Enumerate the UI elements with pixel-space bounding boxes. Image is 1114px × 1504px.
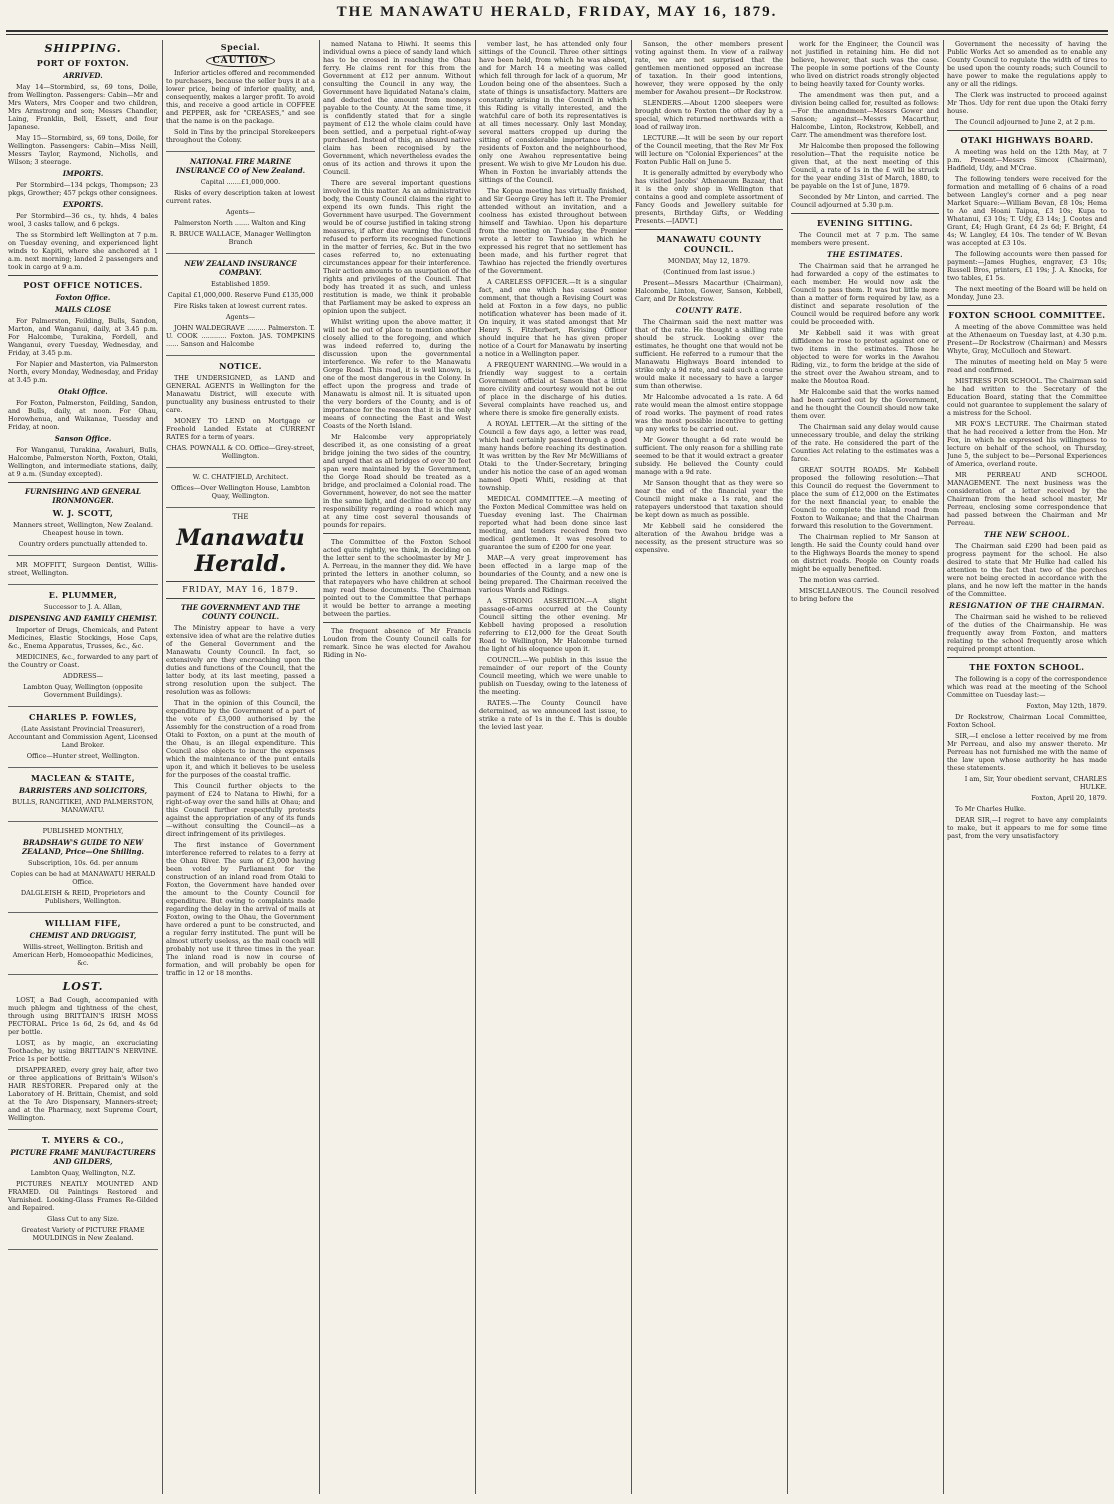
ad-manager: R. BRUCE WALLACE, Manager Wellington Branch (169, 230, 312, 246)
council-subheading: COUNTY RATE. (675, 306, 743, 315)
mails-close-label: MAILS CLOSE (55, 305, 111, 314)
letter-paragraph: The following is a copy of the correspondence which was read at the meeting of the School Committee on Tuesday last:— (947, 675, 1107, 699)
ad-title: CHEMIST AND DRUGGIST, (29, 931, 137, 940)
post-office-heading: POST OFFICE NOTICES. (23, 280, 143, 290)
ad-name: W. J. SCOTT, (52, 508, 114, 518)
advertisement-moffitt (8, 561, 158, 585)
advertisement-nz-insurance (166, 259, 315, 356)
column-1 (8, 40, 158, 1498)
article-paragraph: COUNCIL.—We publish in this issue the remainder of our report of the County Council meeting, which we were unable to publish on Tuesday, owing to the lateness of the meeting. (479, 656, 627, 696)
sanson-office-label: Sanson Office. (54, 434, 112, 443)
editorial-paragraph: That in the opinion of this Council, the expenditure by the Government of a part of the vote of £3,000 authorised by the Assembly for the construction of a road from Otaki to Foxton, on a punt at the mouth of the Ohau, is an illegal expenditure. This Council also objects to incur the expenses which the maintenance of the punt entails upon it, and which it believes to be useless for the purposes of the coastal traffic. (166, 699, 315, 779)
imports-text: Per Stormbird—134 pckgs, Thompson; 23 pkgs, Growther; 457 pckgs other consignees. (8, 181, 158, 197)
shipping-notice: The ss Stormbird left Wellington at 7 p.m. on Tuesday evening, and experienced light winds to Kapiti, where she anchored at 1 a.m. next morning; landed 2 passengers and took in cargo at 9 a.m. (8, 231, 158, 271)
special-heading: Special. (220, 42, 261, 52)
advertisement-bradshaw (8, 827, 158, 913)
article-paragraph: A CARELESS OFFICER.—It is a singular fact, and one which has caused some comment, that though a Revising Court was held at Foxton in a few days, no public notification whatever has been made of it. On inquiry, it was stated amongst that Mr Henry S. Fitzherbert, Revising Officer should inquire that he has given proper notice of a Court for Manawatu by inserting a notice in a Wellington paper. (479, 278, 627, 358)
column-7 (947, 40, 1107, 1498)
arrival-entry: May 15—Stormbird, ss, 69 tons, Doile, for Wellington. Passengers: Cabin—Miss Neill, Messrs Taylor, Raymond, Nicholls, and Wilson; 3 steerage. (8, 134, 158, 166)
committee-paragraph: The minutes of meeting held on May 5 were read and confirmed. (947, 358, 1107, 374)
ad-subtitle: Successor to J. A. Allan, (43, 603, 123, 611)
exports-label: EXPORTS. (62, 200, 104, 209)
council-paragraph: The Council met at 7 p.m. The same members were present. (791, 231, 939, 247)
ad-body: Subscription, 10s. 6d. per annum (28, 859, 138, 867)
committee-paragraph: The Chairman said £290 had been paid as progress payment for the school. He also desired to state that Mr Hulke had called his attention to the fact that two of the porches were not being erected in accordance with the plans, and he now left the matter in the hands of the Committee. (947, 542, 1107, 598)
ad-body: Importer of Drugs, Chemicals, and Patent Medicines, Elastic Stockings, Hose Caps, &c., Enema Apparatus, Trusses, &c., &c. (8, 626, 158, 650)
article-paragraph: It is generally admitted by everybody who has visited Jacobs' Athenaeum Bazaar, that it is the only shop in Wellington that contains a good and complete assortment of Fancy Goods and Jewellery suitable for presents, Birthday Gifts, or Wedding Presents.—[ADVT.] (635, 169, 783, 225)
ad-capital: Capital .......£1,000,000. (200, 178, 281, 186)
ad-body: Greatest Variety of PICTURE FRAME MOULDINGS in New Zealand. (21, 1226, 145, 1242)
article-paragraph: The Kopua meeting has virtually finished, and Sir George Grey has left it. The Premier attended without an invitation, and a coolness has existed throughout between himself and Tawhiao. Upon his departure from the meeting on Tuesday, the Premier wrote a letter to Tawhiao in which he expressed his regret that no settlement has been made, and his further regret that Tawhiao has rejected the friendly overtures of the Government. (479, 187, 627, 275)
column-rule (162, 40, 163, 1494)
article-paragraph: Whilst writing upon the above matter, it will not be out of place to mention another closely allied to the foregoing, and which was indeed referred to, during the discussion upon the governmental interference. We refer to the Manawatu Gorge Road. This road, it is well known, is one of the most dangerous in the Colony. In effect upon the progress and trade of Manawatu is almost nil. It is situated upon the very borders of the County, and is of importance for the reason that it is the only means of connecting the East and West Coasts of the North Island. (323, 318, 471, 430)
paper-title: Manawatu Herald. (176, 525, 305, 577)
council-paragraph: Mr Halcombe then proposed the following resolution—That the requisite notice be given that, at the next meeting of this Council, a rate of 1s in the £ will be struck for the year ending 31st of March, 1880, to be payable on the 1st of June, 1879. (791, 142, 939, 190)
council-paragraph: The Chairman said the next matter was that of the rate. He thought a shilling rate should be struck. Looking over the estimates, he thought one that would not be sufficient. He referred to a rumour that the Manawatu Highways Board intended to strike only a 9d rate, and said such a course would make it necessary to have a larger sum than otherwise. (635, 318, 783, 390)
council-paragraph: The motion was carried. (799, 576, 880, 584)
divider (323, 622, 471, 623)
ad-heading: FURNISHING AND GENERAL IRONMONGER. (25, 487, 141, 505)
council-paragraph: Seconded by Mr Linton, and carried. The Council adjourned at 5.30 p.m. (791, 193, 939, 209)
ad-text: MR MOFFITT, Surgeon Dentist, Willis-street, Wellington. (8, 561, 158, 577)
article-paragraph: MEDICAL COMMITTEE.—A meeting of the Foxton Medical Committee was held on Tuesday evening last. The Chairman reported what had been done since last meeting, and tenders received from two medical gentlemen. It was resolved to guarantee the sum of £200 for one year. (479, 495, 627, 551)
ad-agents: JOHN WALDEGRAVE ......... Palmerston. T. U. COOK ............ Foxton. JAS. TOMPKINS ...... Sanson and Halcombe (166, 324, 315, 348)
divider (166, 581, 315, 582)
advertisement-chatfield (166, 473, 315, 508)
masthead-rule (6, 30, 1108, 32)
school-committee-heading: FOXTON SCHOOL COMMITTEE. (948, 310, 1106, 320)
advertisement-myers (8, 1135, 158, 1250)
ad-places: BULLS, RANGITIKEI, AND PALMERSTON, MANAWATU. (12, 798, 154, 814)
committee-paragraph: MR FOX'S LECTURE. The Chairman stated that he had received a letter from the Hon. Mr Fox, in which he expressed his willingness to lecture on behalf of the school, on Thursday, June 5, the subject to be—Personal Experiences of America, overland route. (947, 420, 1107, 468)
ad-body: DALGLEISH & REID, Proprietors and Publishers, Wellington. (20, 889, 146, 905)
ad-name: MACLEAN & STAITE, (30, 773, 136, 783)
ad-address: Office—Hunter street, Wellington. (26, 752, 140, 760)
editorial-paragraph: This Council further objects to the payment of £24 to Natana to Hiwhi, for a right-of-way over the sand hills at Ohau; and this Council further respectfully protests against the appropriation of any of its funds—without consulting the Council—as a direct infringement of its privileges. (166, 782, 315, 838)
ad-agents: Palmerston North ....... Walton and King (174, 219, 306, 227)
otaki-office-label: Otaki Office. (58, 387, 108, 396)
column-rule (475, 40, 476, 1494)
council-paragraph: GREAT SOUTH ROADS. Mr Kebbell proposed the following resolution:—That this Council do request the Government to place the sum of £12,000 on the Estimates for the next financial year, to enable the Council to complete the inland road from Foxton to Waikanae; and that the Chairman forward this resolution to the Government. (791, 466, 939, 530)
committee-subheading: RESIGNATION OF THE CHAIRMAN. (949, 601, 1105, 610)
council-paragraph: The Chairman said that he arranged he had forwarded a copy of the estimates to each member. He would now ask the Council to pass them. It was but little more than a matter of form required by law, as a distinct and separate resolution of the Council would be required before any work could be proceeded with. (791, 262, 939, 326)
column-4 (479, 40, 627, 1498)
divider (323, 533, 471, 534)
foxton-office-label: Foxton Office. (55, 293, 111, 302)
ad-est: Established 1859. (210, 280, 271, 288)
evening-heading: EVENING SITTING. (817, 218, 913, 228)
column-rule (787, 40, 788, 1494)
committee-paragraph: MISTRESS FOR SCHOOL. The Chairman said he had written to the Secretary of the Education Board, stating that the Committee could not guarantee to supplement the salary of a mistress for the School. (947, 377, 1107, 417)
council-paragraph: Mr Gower thought a 6d rate would be sufficient. The only reason for a shilling rate seemed to be that it would extract a greater subsidy. He believed the County could manage with a 9d rate. (635, 436, 783, 476)
council-subheading: THE ESTIMATES. (826, 250, 904, 259)
council-paragraph: work for the Engineer, the Council was not justified in retaining him. He did not believe, however, that such was the case. The people in some portions of the County who lived on district roads strongly objected to being heavily taxed for County works. (791, 40, 939, 88)
council-present: Present—Messrs Macarthur (Chairman), Halcombe, Linton, Gower, Sanson, Kebbell, Carr, and Dr Rockstrow. (635, 279, 783, 303)
committee-paragraph: The Chairman said he wished to be relieved of the duties of the Chairmanship. He was frequently away from Foxton, and matters relating to the school frequently arose which required prompt attention. (947, 613, 1107, 653)
council-paragraph: The amendment was then put, and a division being called for, resulted as follows:—For the amendment—Messrs Gower and Sanson; against—Messrs Macarthur, Halcombe, Linton, Rockstrow, Kebbell, and Carr. The amendment was therefore lost. (791, 91, 939, 139)
ad-body: Glass Cut to any Size. (47, 1215, 119, 1223)
ad-address: Lambton Quay, Wellington (opposite Government Buildings). (23, 683, 143, 699)
ad-signed: CHAS. POWNALL & CO. Office—Grey-street, Wellington. (166, 444, 315, 460)
masthead-rule-thin (6, 34, 1108, 35)
council-paragraph: Mr Sanson thought that as they were so near the end of the financial year the Council might make a 1s rate, and the ratepayers understood that taxation should be kept down as much as possible. (635, 479, 783, 519)
editorial-paragraph: The first instance of Government interference referred to relates to a ferry at the Ohau River. The sum of £3,000 having been voted by Parliament for the construction of an inland road from Otaki to Foxton, the Government have handed over the amount to the County Council for expenditure. But owing to complaints made regarding the delay in the arrival of mails at Foxton, owing to the Ohau, the Government have ordered a punt to be constructed, and a regular ferry instituted. The punt will be almost utterly useless, as the mail coach will probably not use it three times in the year. The inland road is now in course of formation, and will probably be open for traffic in 12 or 18 months. (166, 841, 315, 977)
council-paragraph: The Clerk was instructed to proceed against Mr Thos. Udy for rent due upon the Otaki ferry house. (947, 91, 1107, 115)
advertisement-scott (8, 487, 158, 556)
council-date: MONDAY, May 12, 1879. (667, 257, 751, 265)
ad-name: CHARLES P. FOWLES, (29, 712, 137, 722)
advertisement-plummer (8, 590, 158, 707)
divider (8, 482, 158, 483)
ad-name: T. MYERS & CO., (41, 1135, 125, 1145)
committee-paragraph: MR PERREAU AND SCHOOL MANAGEMENT. The next business was the consideration of a letter received by the Chairman from the head school master, Mr Perreau, enclosing some correspondence that had passed between the Chairman and Mr Perreau. (947, 471, 1107, 527)
article-paragraph: Sanson, the other members present voting against them. In view of a railway rate, we are not surprised that the gentlemen mentioned opposed an increase of taxation. In their good intentions, however, they were opposed by the only member for Awahou present—Dr Rockstrow. (635, 40, 783, 96)
masthead: THE MANAWATU HERALD, FRIDAY, MAY 16, 1879. (336, 4, 778, 20)
ad-body: (Late Assistant Provincial Treasurer), Accountant and Commission Agent, Licensed Land Broker. (8, 725, 158, 749)
council-paragraph: Mr Kebbell said it was with great diffidence he rose to protest against one or two items in the estimates. Those he objected to were for works in the Awahou Riding, viz., to form the bridge at the side of the street over the Awahou stream, and to make the Moutoa Road. (791, 329, 939, 385)
column-3 (323, 40, 471, 1498)
divider (8, 275, 158, 276)
article-paragraph: vember last, he has attended only four sittings of the Council. Three other sittings have been held, from which he was absent, and for March 14 a meeting was called which fell through for lack of a quorum, Mr Loudon being one of the absentees. Such a state of things is unsatisfactory. Matters are constantly arising in the Council in which this Riding is vitally interested, and the watchful care of both its representatives is at all times necessary. Only last Monday, several matters cropped up during the sitting of considerable importance to the residents of Foxton and the neighbourhood, only one Awahou representative being present. We wish to give Mr Loudon his due. When in Foxton he invariably attends the sittings of the Council. (479, 40, 627, 184)
post-text: For Napier and Masterton, via Palmerston North, every Monday, Wednesday, and Friday at 3.45 p.m. (8, 360, 158, 384)
ad-body: LOST, as by magic, an excruciating Toothache, by using BRITTAIN'S NERVINE. Price 1s per bottle. (8, 1039, 158, 1063)
ad-body: MEDICINES, &c., forwarded to any part of the Country or Coast. (8, 653, 158, 669)
advertisement-fowles (8, 712, 158, 768)
divider (947, 657, 1107, 658)
council-paragraph: Mr Halcombe advocated a 1s rate. A 6d rate would mean the almost entire stoppage of road works. The payment of road rates was the most possible incentive to getting up any works to be carried out. (635, 393, 783, 433)
article-paragraph: The Committee of the Foxton School acted quite rightly, we think, in deciding on the letter sent to the schoolmaster by Mr J. A. Perreau, in the manner they did. We have printed the letters in another column, so that ratepayers who have children at school may read these documents. The Chairman pointed out to the Committee that perhaps it would be better to arrange a meeting between the parties. (323, 538, 471, 618)
ad-note: Country orders punctually attended to. (18, 540, 148, 548)
letter-paragraph: DEAR SIR,—I regret to have any complaints to make, but it appears to me for some time past, from the very unsatisfactory (947, 816, 1107, 840)
article-paragraph: named Natana to Hiwhi. It seems this individual owns a piece of sandy land which has to be crossed in reaching the Ohau ferry. He claims rent for this from the Government at £12 per annum. Without consulting the Council in any way, the Government have liquidated Natana's claim, and deducted the amount from moneys payable to the County. At the same time, it is confidently stated that for a single payment of £12 the whole claim could have been settled, and a perpetual right-of-way purchased. Instead of this, an absurd native claim has been recognised by the Government, which nevertheless evades the onus of its action and throws it upon the Council. (323, 40, 471, 176)
ad-body: DISAPPEARED, every grey hair, after two or three applications of Brittain's Wilson's HAIR RESTORER. Prepared only at the Laboratory of H. Brittain, Chemist, and sold at the Te Aro Dispensary, Manners-street; and at the Pharmacy, next Supreme Court, Wellington. (8, 1066, 158, 1122)
board-paragraph: The following tenders were received for the formation and metalling of 6 chains of a road between Langley's corner and a peg near Market Square:—William Bevan, £8 10s; Hema to Ao and Hoani Taipua, £3 10s; Kupa to Whatanui, £3 10s; T. Udy, £3 14s; J. Cootes and Grant, £4; Hugh Grant, £4 2s 6d; F. Bright, £4 4s; W. Langley, £4 10s. The tender of W. Bevan was accepted at £3 10s. (947, 175, 1107, 247)
board-paragraph: The next meeting of the Board will be held on Monday, June 23. (947, 285, 1107, 301)
notice-heading: NOTICE. (219, 361, 262, 371)
article-paragraph: LECTURE.—It will be seen by our report of the Council meeting, that the Rev Mr Fox will lecture on "Colonial Experiences" at the Foxton Public Hall on June 5. (635, 134, 783, 166)
advertisement-national-fire (166, 157, 315, 254)
article-paragraph: Mr Halcombe very appropriately described it, as one consisting of a great bridge joining the two sides of the country, and urged that as all bridges of over 30 feet span were maintained by the Government, the Gorge Road should be treated as a bridge, and proclaimed a Colonial road. The Government, however, do not see the matter in the same light, and decline to accept any responsibility regarding a road which may at any time cost several thousands of pounds for repairs. (323, 433, 471, 529)
article-paragraph: SLENDERS.—About 1200 sleepers were brought down to Foxton the other day by a special, which returned northwards with a load of railway iron. (635, 99, 783, 131)
ad-body: Inferior articles offered and recommended to purchasers, because the seller buys it at a lower price, being of inferior quality, and, consequently, makes a larger profit. To avoid this, and receive a good article in COFFEE and PEPPER, ask for "CREASES," and see that the name is on the package. (166, 69, 315, 125)
council-heading: MANAWATU COUNTY COUNCIL. (656, 234, 762, 254)
ad-address: Manners street, Wellington, New Zealand. Cheapest house in town. (13, 521, 153, 537)
ad-body: THE UNDERSIGNED, as LAND and GENERAL AGENTS in Wellington for the Manawatu District, will execute with punctuality any business entrusted to their care. (166, 374, 315, 414)
ad-name: WILLIAM FIFE, (44, 918, 122, 928)
council-paragraph: Government the necessity of having the Public Works Act so amended as to enable any County Council to regulate the width of tires to be used upon the county roads; such Council to have power to make the regulations apply to any or all the ridings. (947, 40, 1107, 88)
ad-address-label: ADDRESS— (62, 672, 104, 680)
column-6 (791, 40, 939, 1498)
ad-address: Lambton Quay, Wellington, N.Z. (30, 1169, 136, 1177)
article-paragraph: A STRONG ASSERTION.—A slight passage-of-arms occurred at the County Council sitting the other evening. Mr Kebbell having proposed a resolution referring to £12,000 for the Great South Road to Wellington, Mr Halcombe turned the light of his eloquence upon it. (479, 597, 627, 653)
board-paragraph: A meeting was held on the 12th May, at 7 p.m. Present—Messrs Simcox (Chairman), Hadfield, Udy, and M'Crae. (947, 148, 1107, 172)
column-rule (943, 40, 944, 1494)
ad-body: Fire Risks taken at lowest current rates. (173, 302, 308, 310)
council-paragraph: Mr Kebbell said he considered the alteration of the Awahou bridge was a necessity, as the present structure was so expensive. (635, 522, 783, 554)
letter-addressee: Dr Rockstrow, Chairman Local Committee, Foxton School. (947, 713, 1107, 729)
exports-text: Per Stormbird—36 cs., ty. hhds, 4 bales wool, 3 casks tallow, and 6 pckgs. (8, 212, 158, 228)
article-paragraph: A FREQUENT WARNING.—We would in a friendly way suggest to a certain Government official at Sanson that a little more civility and courtesy would not be out of place in the discharge of his duties. Several complaints have reached us, and where there is smoke fire generally exists. (479, 361, 627, 417)
council-paragraph: The Council adjourned to June 2, at 2 p.m. (955, 118, 1096, 126)
ad-name: W. C. CHATFIELD, Architect. (192, 473, 289, 481)
article-paragraph: RATES.—The County Council have determined, as we announced last issue, to strike a rate of 1s in the £. This is double the levied last year. (479, 699, 627, 731)
committee-paragraph: A meeting of the above Committee was held at the Athenaeum on Tuesday last, at 4.30 p.m. Present—Dr Rockstrow (Chairman) and Messrs Whyte, Gray, McCulloch and Stewart. (947, 323, 1107, 355)
ad-title: BARRISTERS AND SOLICITORS, (18, 786, 148, 795)
arrived-label: ARRIVED. (63, 71, 103, 80)
council-continued: (Continued from last issue.) (663, 268, 755, 276)
letter-date: Foxton, April 20, 1879. (1031, 794, 1107, 802)
divider (791, 213, 939, 214)
divider (635, 229, 783, 230)
committee-subheading: THE NEW SCHOOL. (984, 530, 1070, 539)
editorial-heading: THE GOVERNMENT AND THE COUNTY COUNCIL. (180, 603, 301, 621)
editorial-paragraph: The Ministry appear to have a very extensive idea of what are the relative duties of the General Government and the Manawatu County Council. In fact, so extensively are they encroaching upon the duties and functions of the Council, that the latter body, at its last meeting, passed a strong resolution upon the subject. The resolution was as follows: (166, 624, 315, 696)
date-line: FRIDAY, MAY 16, 1879. (182, 585, 299, 594)
advertisement-caution (166, 55, 315, 152)
ad-title: NATIONAL FIRE MARINE INSURANCE CO of New Zealand. (175, 157, 306, 175)
lost-heading: LOST. (62, 980, 104, 993)
shipping-heading: SHIPPING. (44, 42, 122, 55)
ad-agents-label: Agents— (225, 208, 256, 216)
post-text: For Palmerston, Feilding, Bulls, Sandon, Marton, and Wanganui, daily, at 3.45 p.m. For Halcombe, Turakina, Fordell, and Wanganui, every Tuesday, Wednesday, and Friday, at 3.45 p.m. (8, 317, 158, 357)
council-paragraph: Mr Halcombe said that the works named had been carried out by the Government, and he thought the Council should now take them over. (791, 388, 939, 420)
caution-label: CAUTION (206, 55, 276, 67)
post-text: For Wanganui, Turakina, Awahuri, Bulls, Halcombe, Palmerston North, Foxton, Otaki, Wellington, and intermediate stations, daily, at 9 a.m. (Sunday excepted). (8, 446, 158, 478)
column-5 (635, 40, 783, 1498)
advertisement-notice (166, 361, 315, 468)
ad-title: PICTURE FRAME MANUFACTURERS AND GILDERS, (10, 1148, 156, 1166)
foxton-school-heading: THE FOXTON SCHOOL. (969, 662, 1085, 672)
article-paragraph: A ROYAL LETTER.—At the sitting of the Council a few days ago, a letter was read, which had certainly passed through a good many hands before reaching its destination. It was written by the Rev Mr McWilliams of Otaki to the Under-Secretary, bringing under his notice the case of an aged woman named Opeti Whiti, residing at that township. (479, 420, 627, 492)
paper-the: THE (232, 513, 249, 521)
ad-label: PUBLISHED MONTHLY, (42, 827, 124, 835)
column-2 (166, 40, 315, 1498)
divider (947, 130, 1107, 131)
ad-name: E. PLUMMER, (48, 590, 118, 600)
council-paragraph: The Chairman replied to Mr Sanson at length. He said the County could hand over to the Highways Boards the money to spend on district roads. People on County roads might be equally benefited. (791, 533, 939, 573)
ad-capital: Capital £1,000,000. Reserve Fund £135,000 (167, 291, 314, 299)
ad-address: Offices—Over Wellington House, Lambton Quay, Wellington. (170, 484, 311, 500)
board-paragraph: The following accounts were then passed for payment:—James Hughes, engraver, £3 10s; Russell Bros, printers, £1 19s; J. A. Knocks, for two tables, £1 5s. (947, 250, 1107, 282)
divider (947, 305, 1107, 306)
ad-body: MONEY TO LEND on Mortgage or Freehold Landed Estate at CURRENT RATES for a term of years. (166, 417, 315, 441)
article-paragraph: The frequent absence of Mr Francis Loudon from the County Council calls for remark. Since he was elected for Awahou Riding in No- (323, 627, 471, 659)
letter-addressee: To Mr Charles Hulke. (955, 805, 1026, 813)
arrival-entry: May 14—Stormbird, ss, 69 tons, Doile, from Wellington. Passengers: Cabin—Mr and Mrs Waters, Mrs Cooper and two children, Mrs Armstrong and son; Messrs Chandler, Laing, Franklin, Bell, Essett, and four Japanese. (8, 83, 158, 131)
divider (166, 598, 315, 599)
advertisement-fife (8, 918, 158, 975)
article-paragraph: MAP.—A very great improvement has been effected in a large map of the boundaries of the County, and a new one is being prepared. The Chairman received the various Wards and Ridings. (479, 554, 627, 594)
ad-body: Risks of every description taken at lowest current rates. (166, 189, 315, 205)
column-rule (319, 40, 320, 1494)
ad-title: NEW ZEALAND INSURANCE COMPANY. (184, 259, 297, 277)
council-paragraph: The Chairman said any delay would cause unnecessary trouble, and delay the striking of the rate. He considered the part of the Counties Act relating to the estimates was a farce. (791, 423, 939, 463)
ad-body: LOST, a Bad Cough, accompanied with much phlegm and tightness of the chest, through using BRITTAIN'S IRISH MOSS PECTORAL. Price 1s 6d, 2s 6d, and 4s 6d per bottle. (8, 996, 158, 1036)
advertisement-maclean (8, 773, 158, 822)
advertisement-lost (8, 980, 158, 1130)
ad-body: Willis-street, Wellington. British and American Herb, Homoeopathic Medicines, &c. (12, 943, 154, 967)
post-text: For Foxton, Palmerston, Feilding, Sandon, and Bulls, daily, at noon. For Ohau, Horowhenua, and Waikanae, Tuesday and Friday, at noon. (8, 399, 158, 431)
column-rule (631, 40, 632, 1494)
letter-signature: I am, Sir, Your obedient servant, CHARLES HULKE. (964, 775, 1107, 791)
ad-body: Sold in Tins by the principal Storekeepers throughout the Colony. (166, 128, 315, 144)
port-heading: PORT OF FOXTON. (36, 58, 130, 68)
council-paragraph: MISCELLANEOUS. The Council resolved to bring before the (791, 587, 939, 603)
ad-agents-label: Agents— (225, 313, 256, 321)
ad-body: Copies can be had at MANAWATU HERALD Office. (10, 870, 156, 886)
ad-title: BRADSHAW'S GUIDE TO NEW ZEALAND, Price—One Shilling. (22, 838, 144, 856)
letter-date: Foxton, May 12th, 1879. (1026, 702, 1107, 710)
letter-paragraph: SIR,—I enclose a letter received by me from Mr Perreau, and also my answer thereto. Mr Perreau has not furnished me with the name of the law upon whose authority he has made these statements. (947, 732, 1107, 772)
otaki-board-heading: OTAKI HIGHWAYS BOARD. (960, 135, 1094, 145)
article-paragraph: There are several important questions involved in this matter. As an administrative body, the County Council claims the right to expend its own funds. This right the Government have usurped. The Government would be of course justified in taking strong measures, if after due warning the Council refused to perform its recognised functions in the matter of ferries, &c. But in the two cases referred to, no extenuating circumstances appear for their interference. Their action amounts to an usurpation of the rights and privileges of the Council. That body has treated it as such, and unless restitution is made, we think it probable that Parliament may be asked to express an opinion upon the subject. (323, 179, 471, 315)
ad-body: PICTURES NEATLY MOUNTED AND FRAMED. Oil Paintings Restored and Varnished. Looking-Glass Frames Re-Gilded and Repaired. (8, 1180, 158, 1212)
ad-title: DISPENSING AND FAMILY CHEMIST. (8, 614, 158, 623)
imports-label: IMPORTS. (62, 169, 104, 178)
